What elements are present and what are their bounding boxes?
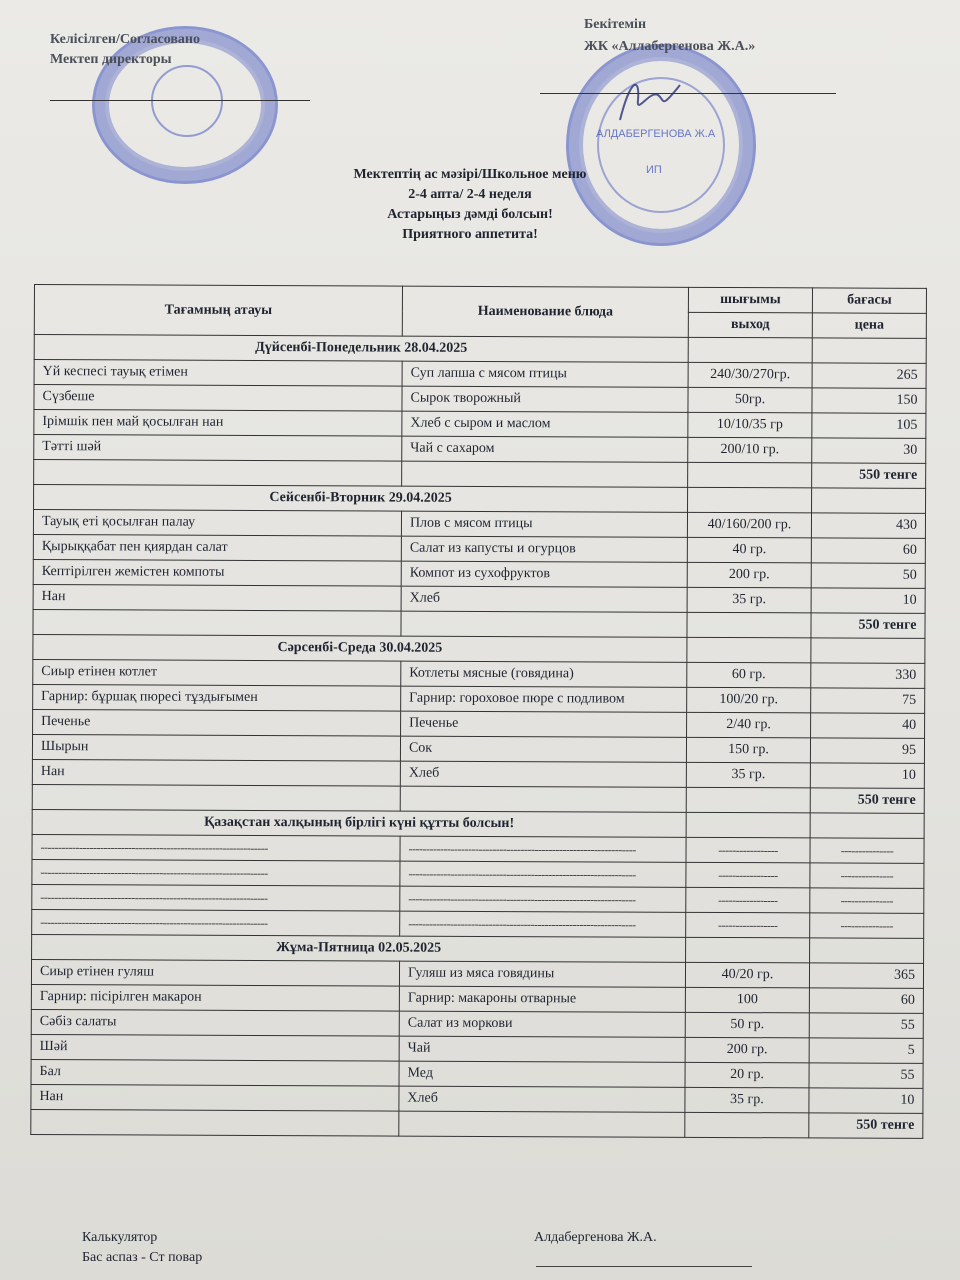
dish-name-kz: Сиыр етінен гуляш	[31, 959, 399, 986]
dish-name-kz: Нан	[33, 584, 401, 611]
state-emblem-icon	[151, 65, 223, 137]
day-total-price: 550 тенге	[811, 613, 925, 638]
table-row	[31, 1059, 923, 1088]
dish-output: 35 гр.	[686, 762, 810, 788]
holiday-dash-row	[32, 884, 924, 913]
table-row	[31, 1009, 923, 1038]
dish-price: 365	[809, 963, 923, 988]
dish-output: 10/10/35 гр	[688, 412, 812, 438]
dish-price: 430	[811, 513, 925, 538]
dash-cell: -----------------------------------------------------------------	[400, 836, 686, 862]
empty-cell	[32, 784, 400, 811]
dish-price: 330	[811, 663, 925, 688]
day-title: Қазақстан халқының бірлігі күні құтты болсын!	[32, 809, 686, 837]
table-row	[33, 559, 925, 588]
dish-output: 200 гр.	[687, 562, 811, 588]
dish-name-kz: Сиыр етінен котлет	[33, 659, 401, 686]
dish-price: 10	[810, 763, 924, 788]
dish-price: 60	[811, 538, 925, 563]
empty-cell	[687, 612, 811, 638]
dish-name-kz: Шәй	[31, 1034, 399, 1061]
dish-price: 10	[809, 1088, 923, 1113]
dish-price: 75	[811, 688, 925, 713]
empty-cell	[34, 460, 402, 487]
dish-name-ru: Чай с сахаром	[402, 436, 688, 462]
calculator-label: Калькулятор	[82, 1230, 158, 1245]
dash-cell: ---------------	[810, 888, 924, 913]
stamp-ip-text: ИП	[646, 164, 662, 176]
dish-price: 55	[809, 1013, 923, 1038]
dash-cell: -----------------	[686, 837, 810, 863]
table-row	[33, 510, 925, 539]
footer-signature-line	[536, 1266, 752, 1267]
dish-output: 240/30/270гр.	[688, 362, 812, 388]
dish-price: 50	[811, 563, 925, 588]
header-output-kz: шығымы	[688, 287, 812, 313]
dish-output: 100/20 гр.	[687, 687, 811, 713]
dish-name-ru: Сок	[400, 736, 686, 762]
dish-name-ru: Гарнир: гороховое пюре с подливом	[401, 686, 687, 712]
empty-cell	[688, 462, 812, 488]
approve-label: Бекітемін	[584, 17, 647, 32]
dish-name-ru: Компот из сухофруктов	[401, 561, 687, 587]
dish-output: 2/40 гр.	[687, 712, 811, 738]
dish-output: 50гр.	[688, 387, 812, 413]
header-price-kz: бағасы	[812, 288, 926, 313]
dash-cell: -----------------------------------------------------------------	[400, 861, 686, 887]
day-total-price: 550 тенге	[812, 463, 926, 488]
dish-price: 30	[812, 438, 926, 463]
title-line-4: Приятного аппетита!	[402, 227, 538, 242]
total-row	[34, 460, 926, 489]
empty-cell	[400, 786, 686, 812]
footer-right	[534, 1228, 657, 1248]
dish-name-kz: Үй кеспесі тауық етімен	[34, 360, 402, 387]
dish-price: 105	[812, 413, 926, 438]
dash-cell: ---------------	[810, 863, 924, 888]
dish-name-ru: Суп лапша с мясом птицы	[402, 361, 688, 387]
left-signature-line	[50, 100, 310, 101]
holiday-dash-row	[32, 859, 924, 888]
dish-name-kz: Печенье	[33, 709, 401, 736]
table-row	[34, 410, 926, 439]
day-title-row	[33, 634, 925, 663]
entrepreneur-label: ЖК «Аллабергенова Ж.А.»	[584, 39, 756, 54]
table-row	[33, 659, 925, 688]
dish-name-ru: Плов с мясом птицы	[401, 511, 687, 537]
holiday-dash-row	[32, 834, 924, 863]
dish-output: 40/160/200 гр.	[687, 512, 811, 538]
dish-name-ru: Хлеб	[399, 1086, 685, 1112]
day-total-price: 550 тенге	[810, 788, 924, 813]
dish-name-ru: Хлеб	[400, 761, 686, 787]
agreed-label: Келісілген/Согласовано	[50, 32, 200, 47]
menu-table	[30, 284, 927, 1139]
dish-name-ru: Салат из моркови	[399, 1011, 685, 1037]
table-row	[32, 734, 924, 763]
dish-name-kz: Гарнир: бұршақ пюресі тұздығымен	[33, 684, 401, 711]
dash-cell: -----------------------------------------------------------------	[32, 884, 400, 911]
dish-output: 35 гр.	[687, 587, 811, 613]
header-kz-name: Тағамның атауы	[34, 285, 402, 337]
dish-name-ru: Мед	[399, 1061, 685, 1087]
dish-name-kz: Шырын	[32, 734, 400, 761]
dash-cell: ---------------	[810, 838, 924, 863]
dish-name-ru: Гарнир: макароны отварные	[399, 986, 685, 1012]
dash-cell: -----------------	[686, 862, 810, 888]
dish-output: 20 гр.	[685, 1062, 809, 1088]
dish-price: 40	[811, 713, 925, 738]
empty-cell	[686, 937, 810, 963]
dish-price: 150	[812, 388, 926, 413]
signature-icon	[610, 70, 690, 130]
empty-cell	[688, 337, 812, 363]
dish-price: 95	[810, 738, 924, 763]
title-line-3: Астарыңыз дәмді болсын!	[387, 207, 553, 222]
empty-cell	[810, 938, 924, 963]
dish-price: 60	[809, 988, 923, 1013]
approval-right-block	[584, 14, 755, 58]
dash-cell: -----------------------------------------------------------------	[32, 834, 400, 861]
dash-cell: -----------------	[686, 912, 810, 938]
approval-left-block	[50, 30, 200, 70]
table-row	[31, 1084, 923, 1113]
dish-output: 100	[685, 987, 809, 1013]
empty-cell	[810, 813, 924, 838]
dish-name-ru: Сырок творожный	[402, 386, 688, 412]
dish-price: 10	[811, 588, 925, 613]
total-row	[31, 1109, 923, 1138]
dash-cell: -----------------------------------------------------------------	[400, 886, 686, 912]
day-title-row	[34, 335, 926, 364]
menu-title	[300, 165, 640, 245]
dish-name-kz: Бал	[31, 1059, 399, 1086]
empty-cell	[687, 637, 811, 663]
dash-cell: -----------------------------------------------------------------	[32, 859, 400, 886]
day-title: Жұма-Пятница 02.05.2025	[32, 934, 686, 962]
table-row	[33, 534, 925, 563]
table-row	[31, 959, 923, 988]
dish-output: 200/10 гр.	[688, 437, 812, 463]
empty-cell	[812, 338, 926, 363]
dish-name-kz: Сүзбеше	[34, 385, 402, 412]
dish-name-kz: Қырыққабат пен қиярдан салат	[33, 534, 401, 561]
table-row	[33, 584, 925, 613]
empty-cell	[688, 487, 812, 513]
holiday-dash-row	[32, 909, 924, 938]
table-row	[32, 759, 924, 788]
header-output-ru: выход	[688, 312, 812, 338]
dish-name-kz: Нан	[32, 759, 400, 786]
empty-cell	[33, 609, 401, 636]
empty-cell	[685, 1112, 809, 1138]
empty-cell	[402, 461, 688, 487]
dish-price: 55	[809, 1063, 923, 1088]
title-line-2: 2-4 апта/ 2-4 неделя	[408, 187, 532, 202]
dash-cell: -----------------------------------------------------------------	[400, 911, 686, 937]
dish-name-ru: Хлеб	[401, 586, 687, 612]
dish-output: 150 гр.	[686, 737, 810, 763]
dish-output: 40 гр.	[687, 537, 811, 563]
total-row	[32, 784, 924, 813]
director-label: Мектеп директоры	[50, 52, 172, 67]
day-title-row	[32, 809, 924, 838]
footer-left	[82, 1228, 202, 1268]
empty-cell	[401, 611, 687, 637]
dish-name-kz: Гарнир: пісірілген макарон	[31, 984, 399, 1011]
table-row	[34, 435, 926, 464]
right-signature-line	[540, 93, 836, 94]
dish-name-kz: Кептірілген жемістен компоты	[33, 559, 401, 586]
dish-output: 200 гр.	[685, 1037, 809, 1063]
dish-output: 50 гр.	[685, 1012, 809, 1038]
dish-name-kz: Нан	[31, 1084, 399, 1111]
header-ru-name: Наименование блюда	[402, 286, 688, 337]
dish-name-ru: Хлеб с сыром и маслом	[402, 411, 688, 437]
empty-cell	[812, 488, 926, 513]
dash-cell: -----------------	[686, 887, 810, 913]
day-total-price: 550 тенге	[809, 1113, 923, 1138]
header-price-ru: цена	[812, 313, 926, 338]
table-row	[31, 1034, 923, 1063]
dish-name-kz: Тауық еті қосылған палау	[33, 510, 401, 537]
dash-cell: ---------------	[810, 913, 924, 938]
dish-name-ru: Котлеты мясные (говядина)	[401, 661, 687, 687]
title-line-1: Мектептің ас мәзірі/Школьное меню	[353, 167, 587, 182]
dash-cell: -----------------------------------------------------------------	[32, 909, 400, 936]
dish-name-ru: Печенье	[401, 711, 687, 737]
day-title-row	[32, 934, 924, 963]
day-title: Сейсенбі-Вторник 29.04.2025	[34, 485, 688, 513]
table-row	[33, 709, 925, 738]
dish-output: 40/20 гр.	[685, 962, 809, 988]
total-row	[33, 609, 925, 638]
table-header-row	[34, 285, 926, 314]
dish-name-kz: Тәтті шәй	[34, 435, 402, 462]
chef-name: Алдабергенова Ж.А.	[534, 1230, 657, 1245]
day-title-row	[34, 485, 926, 514]
dish-price: 5	[809, 1038, 923, 1063]
table-row	[34, 385, 926, 414]
table-row	[34, 360, 926, 389]
table-row	[33, 684, 925, 713]
stamp-name-text: АЛДАБЕРГЕНОВА Ж.А	[596, 128, 716, 140]
day-title: Сәрсенбі-Среда 30.04.2025	[33, 634, 687, 662]
dish-output: 60 гр.	[687, 662, 811, 688]
dish-price: 265	[812, 363, 926, 388]
empty-cell	[399, 1111, 685, 1137]
empty-cell	[686, 812, 810, 838]
empty-cell	[686, 787, 810, 813]
day-title: Дүйсенбі-Понедельник 28.04.2025	[34, 335, 688, 363]
table-row	[31, 984, 923, 1013]
dish-name-ru: Салат из капусты и огурцов	[401, 536, 687, 562]
empty-cell	[31, 1109, 399, 1136]
dish-output: 35 гр.	[685, 1087, 809, 1113]
dish-name-kz: Сәбіз салаты	[31, 1009, 399, 1036]
empty-cell	[811, 638, 925, 663]
dish-name-kz: Ірімшік пен май қосылған нан	[34, 410, 402, 437]
dish-name-ru: Гуляш из мяса говядины	[399, 961, 685, 987]
chef-label: Бас аспаз - Ст повар	[82, 1250, 203, 1265]
dish-name-ru: Чай	[399, 1036, 685, 1062]
